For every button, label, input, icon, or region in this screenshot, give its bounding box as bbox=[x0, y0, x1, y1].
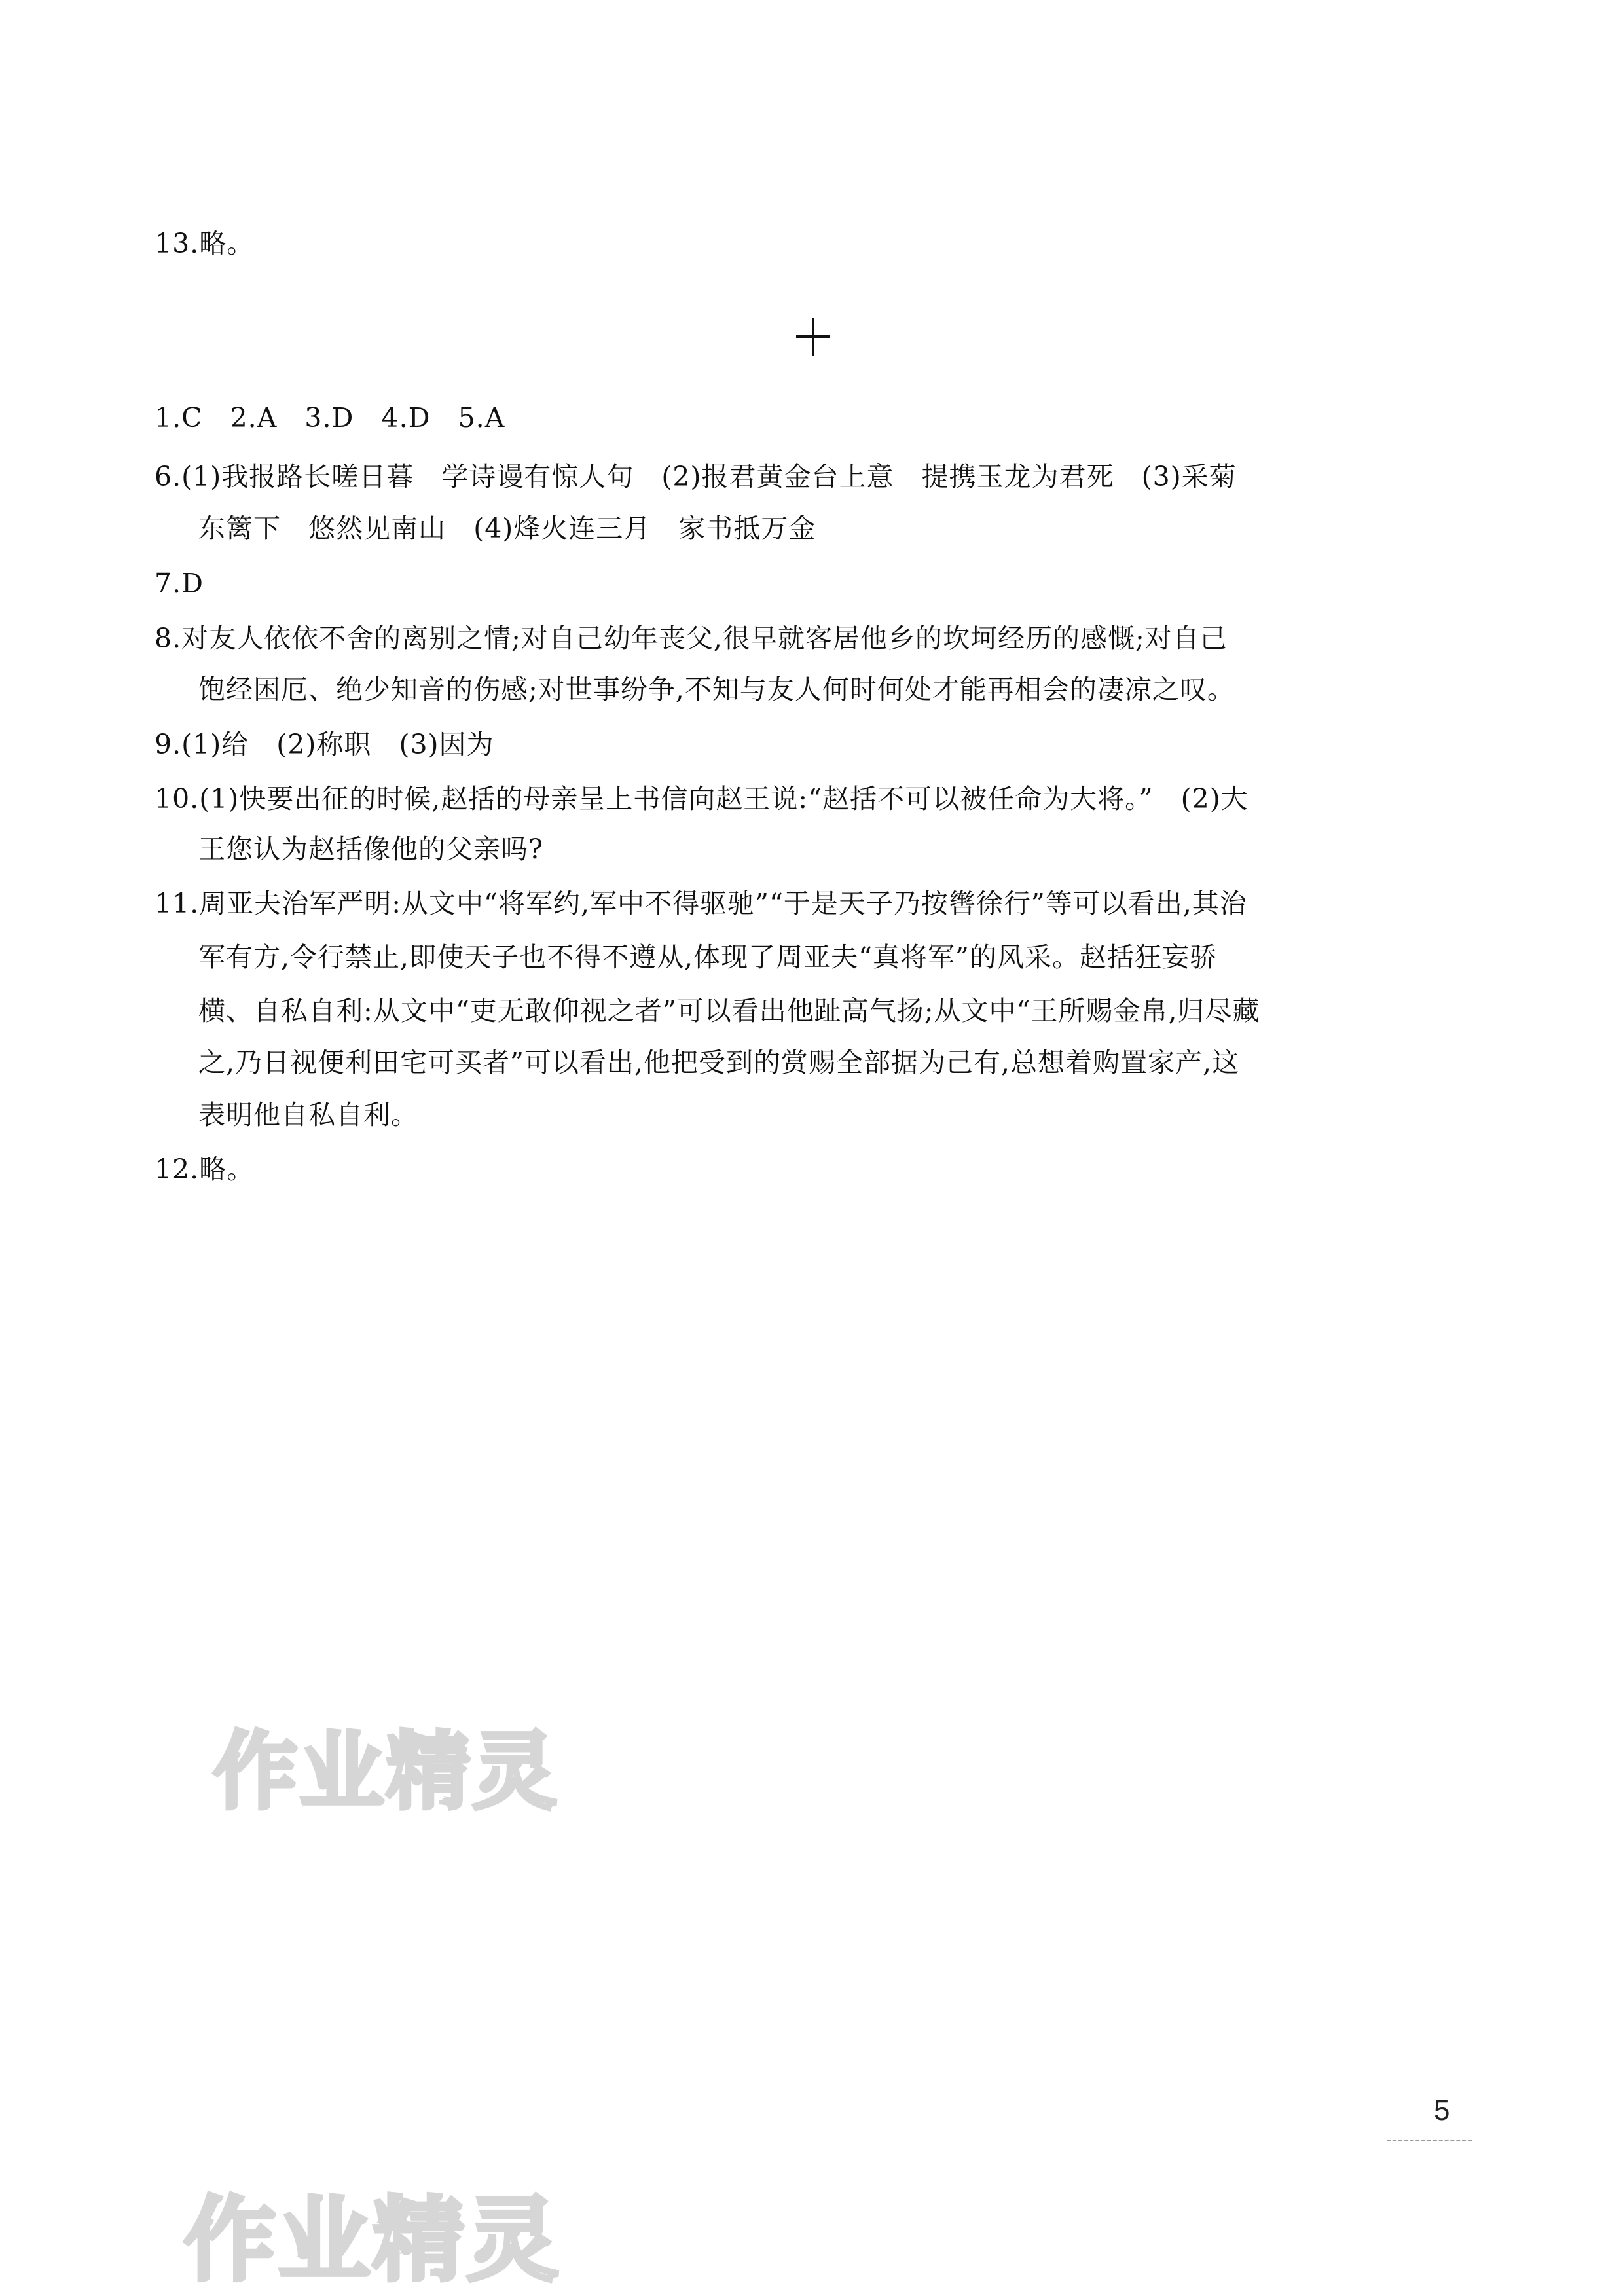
page-number-divider bbox=[1387, 2140, 1472, 2141]
answer-10-line-2: 王您认为赵括像他的父亲吗? bbox=[198, 833, 543, 865]
answer-9: 9.(1)给 (2)称职 (3)因为 bbox=[155, 729, 494, 760]
answer-6-line-1: 6.(1)我报路长嗟日暮 学诗谩有惊人句 (2)报君黄金台上意 提携玉龙为君死 (3)采菊 bbox=[155, 461, 1237, 492]
answers-1-to-5: 1.C 2.A 3.D 4.D 5.A bbox=[155, 402, 505, 433]
watermark-logo-middle bbox=[210, 1715, 563, 1820]
answer-11-line-4: 之,乃日视便利田宅可买者”可以看出,他把受到的赏赐全部据为己有,总想着购置家产,这 bbox=[198, 1047, 1240, 1078]
answer-7: 7.D bbox=[155, 568, 204, 599]
svg-text:作业精灵: 作业精灵 bbox=[184, 2187, 562, 2294]
answer-13: 13.略。 bbox=[155, 228, 255, 259]
page-number: 5 bbox=[1434, 2094, 1450, 2126]
watermark-logo-bottom bbox=[180, 2174, 573, 2296]
answer-8-line-2: 饱经困厄、绝少知音的伤感;对世事纷争,不知与友人何时何处才能再相会的凄凉之叹。 bbox=[198, 674, 1235, 705]
answer-11-line-2: 军有方,令行禁止,即使天子也不得不遵从,体现了周亚夫“真将军”的风采。赵括狂妄骄 bbox=[198, 941, 1218, 973]
answer-8-line-1: 8.对友人依依不舍的离别之情;对自己幼年丧父,很早就客居他乡的坎坷经历的感慨;对自己 bbox=[155, 623, 1228, 654]
answer-11-line-1: 11.周亚夫治军严明:从文中“将军约,军中不得驱驰”“于是天子乃按辔徐行”等可以看出,其治 bbox=[155, 888, 1247, 919]
answer-10-line-1: 10.(1)快要出征的时候,赵括的母亲呈上书信向赵王说:“赵括不可以被任命为大将。” (2)大 bbox=[155, 783, 1249, 814]
answer-6-line-2: 东篱下 悠然见南山 (4)烽火连三月 家书抵万金 bbox=[198, 513, 816, 544]
answer-11-line-3: 横、自私自利:从文中“吏无敢仰视之者”可以看出他趾高气扬;从文中“王所赐金帛,归尽藏 bbox=[198, 995, 1260, 1027]
section-heading-ten bbox=[792, 316, 834, 357]
svg-text:作业精灵: 作业精灵 bbox=[213, 1723, 560, 1820]
answer-12: 12.略。 bbox=[155, 1154, 255, 1185]
section-heading-stroke-vertical bbox=[812, 318, 814, 356]
answer-11-line-5: 表明他自私自利。 bbox=[198, 1099, 418, 1131]
